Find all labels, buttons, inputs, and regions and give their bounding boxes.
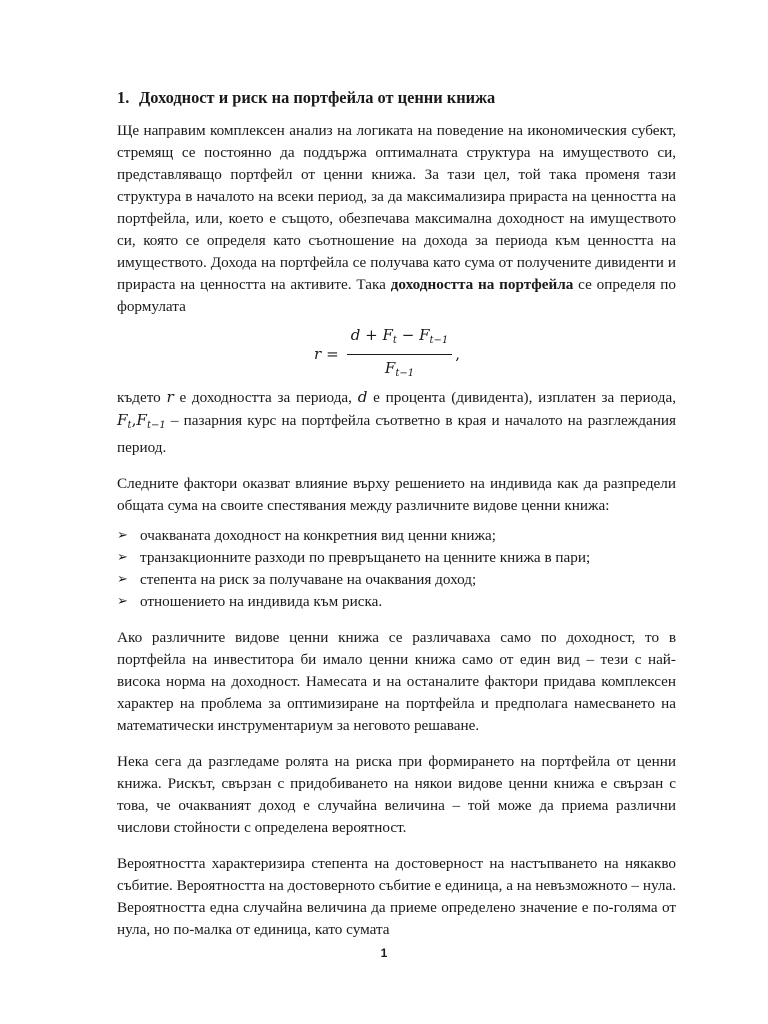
intro-bold-term: доходността на портфейла bbox=[390, 276, 574, 293]
list-item: ➢ степента на риск за получаване на очаквания доход; bbox=[117, 569, 676, 591]
formula-equals: = bbox=[326, 345, 339, 363]
def-symbol-F: $F_t,F_{t-1}$ bbox=[117, 411, 166, 431]
list-item: ➢ транзакционните разходи по превръщането на ценните книжа в пари; bbox=[117, 547, 676, 569]
paragraph-definitions bbox=[117, 386, 676, 459]
section-title: Доходност и риск на портфейла от ценни книжа bbox=[139, 88, 496, 107]
section-heading bbox=[117, 87, 676, 109]
formula-F: F bbox=[382, 325, 393, 344]
formula-denominator bbox=[385, 355, 414, 385]
formula-plus: + bbox=[365, 325, 378, 344]
intro-text-end: се определя по формулата bbox=[117, 276, 677, 315]
def-symbol-d: d bbox=[357, 388, 368, 406]
paragraph-portfolio: Ако различните видове ценни книжа се различаваха само по доходност, то в портфейла на инвеститора би имало ценни книжа само от един вид – тези с най-висока норма на доходност. Намесата и на останалите фактори придава комплексен характер на проблема за оптимизиране на портфейла и предполага намесването на математически инструментариум за неговото решаване. bbox=[117, 629, 676, 734]
return-formula bbox=[314, 325, 676, 379]
formula-numerator bbox=[347, 324, 453, 355]
factors-list bbox=[117, 525, 676, 613]
paragraph-risk: Нека сега да разгледаме ролята на риска при формирането на портфейла от ценни книжа. Рискът, свързан с придобиването на някои видове ценни книжа е свързан с това, че очакваният доход е случайна величина – той може да приема различни числови стойности с определена вероятност. bbox=[117, 753, 676, 836]
def-text-4: – пазарния курс на портфейла съответно в края и началото на разглеждания период. bbox=[117, 412, 677, 456]
formula-fraction bbox=[347, 324, 453, 385]
def-text-1: където bbox=[117, 389, 161, 406]
formula-sub-t: t bbox=[392, 334, 397, 346]
formula-sub-t1: t−1 bbox=[429, 334, 449, 346]
paragraph-probability: Вероятността характеризира степента на достоверност на настъпването на някакво събитие. Вероятността на достоверното събитие е единица, а на невъзможното – нула. Вероятността една случайна величина да приеме определено значение е по-голяма от нула, но по-малка от единица, като сумата bbox=[117, 855, 676, 938]
page-number: 1 bbox=[380, 946, 388, 960]
formula-d: d bbox=[350, 325, 361, 344]
formula-F3: F bbox=[384, 358, 396, 377]
list-item: ➢ отношението на индивида към риска. bbox=[117, 591, 676, 613]
formula-lhs: r bbox=[314, 345, 322, 363]
section-number: 1. bbox=[117, 88, 130, 107]
page-content bbox=[117, 87, 676, 955]
list-item: ➢ очакваната доходност на конкретния вид ценни книжа; bbox=[117, 525, 676, 547]
def-text-3: е процента (дивидента), изплатен за периода, bbox=[373, 389, 677, 406]
formula-comma: , bbox=[455, 345, 461, 363]
paragraph-intro bbox=[117, 120, 676, 318]
def-symbol-r: r bbox=[166, 388, 174, 406]
arrow-bullet-icon: ➢ bbox=[117, 528, 128, 543]
paragraph-factors-intro: Следните фактори оказват влияние върху решението на индивида как да разпредели общата сума на своите спестявания между различните видове ценни книжа: bbox=[117, 475, 676, 514]
formula-F2: F bbox=[419, 325, 430, 344]
arrow-bullet-icon: ➢ bbox=[117, 572, 128, 587]
arrow-bullet-icon: ➢ bbox=[117, 594, 128, 609]
arrow-bullet-icon: ➢ bbox=[117, 550, 128, 565]
def-text-2: е доходността за периода, bbox=[179, 389, 352, 406]
formula-minus: − bbox=[401, 325, 415, 344]
formula-sub-t1-den: t−1 bbox=[395, 367, 415, 379]
intro-text: Ще направим комплексен анализ на логиката на поведение на икономическия субект, стремящ се постоянно да поддържа оптималната структура на имуществото си, представляващо портфейл от ценни книжа. За тази цел, той така променя тази структура в началото на всеки период, за да максимализира прираста на ценността на портфейла, или, което е същото, обезпечава максимална доходност на имуществото си, която се определя като съотношение на дохода за периода към ценността на имуществото. Дохода на портфейла се получава като сума от получените дивиденти и прираста на ценността на активите. Така bbox=[117, 122, 676, 293]
